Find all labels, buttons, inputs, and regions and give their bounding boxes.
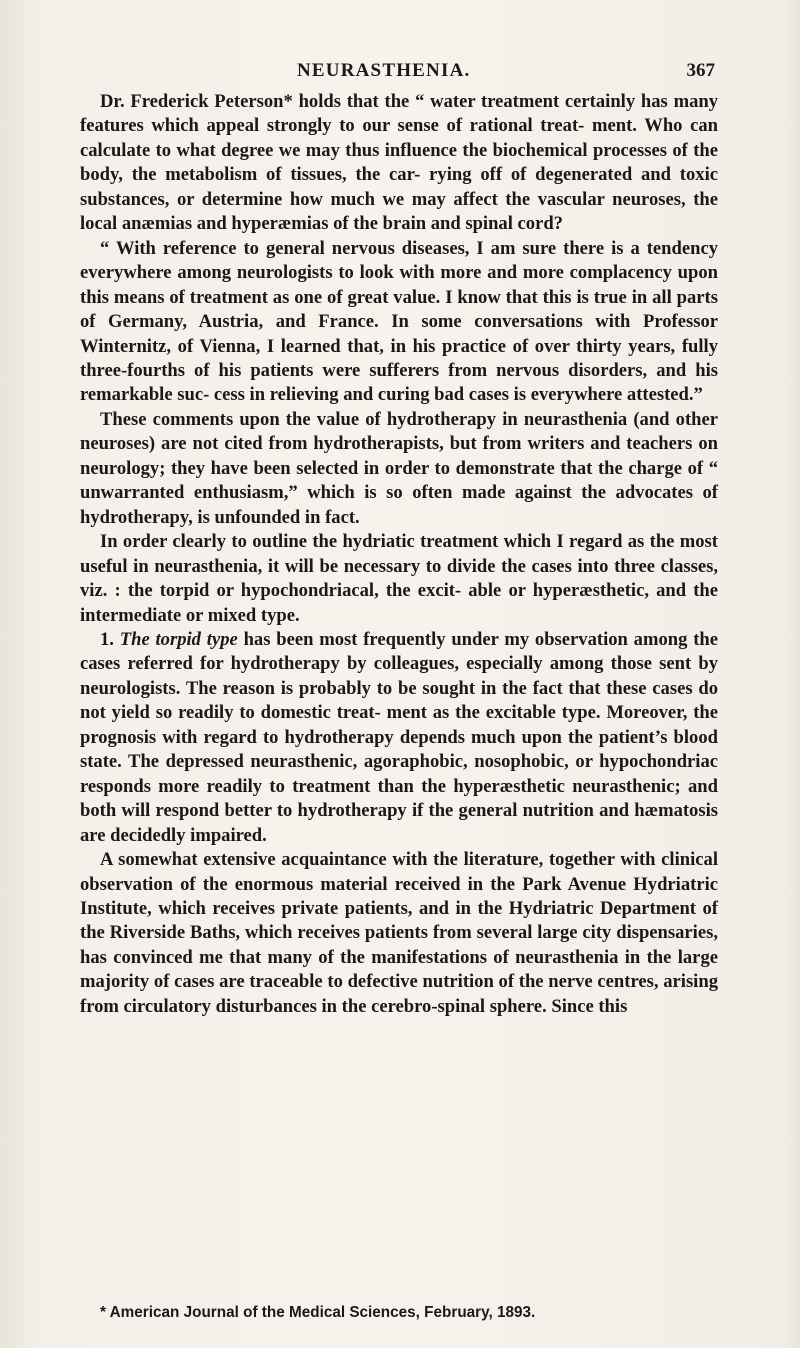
list-item-term: The torpid type <box>119 628 238 650</box>
body-text <box>80 90 718 1019</box>
paragraph-peterson-quote: Dr. Frederick Peterson* holds that the “ water treatment certainly has many features which appeal strongly to our sense of rational treat- ment. Who can calculate to what degree we may thus influence the biochemical processes of the body, the metabolism of tissues, the car- rying off of degenerated and toxic substances, or determine how much we may affect the vascular neuroses, the local anæmias and hyperæmias of the brain and spinal cord? <box>80 91 718 235</box>
paragraph-classes: In order clearly to outline the hydriatic treatment which I regard as the most useful in neurasthenia, it will be necessary to divide the cases into three classes, viz. : the torpid or hypochondriacal, the excit- able or hyperæsthetic, and the intermediate or mixed type. <box>80 531 718 626</box>
list-item-number: 1. <box>100 628 114 650</box>
page-header <box>297 60 715 90</box>
running-head: NEURASTHENIA. <box>297 60 471 81</box>
footnote: * American Journal of the Medical Sciences, February, 1893. <box>100 1304 536 1321</box>
paragraph-literature: A somewhat extensive acquaintance with the literature, together with clinical observation of the enormous material received in the Park Avenue Hydriatric Institute, which receives private patients, and in the Hydriatric Department of the Riverside Baths, which receives patients from several large city dispensaries, has convinced me that many of the manifestations of neurasthenia in the large majority of cases are traceable to defective nutrition of the nerve centres, arising from circulatory disturbances in the cerebro-spinal sphere. Since this <box>80 849 718 1017</box>
page-number: 367 <box>686 60 715 81</box>
paragraph-general-nervous-diseases: “ With reference to general nervous diseases, I am sure there is a tendency everywhere among neurologists to look with more and more complacency upon this means of treatment as one of great value. I know that this is true in all parts of Germany, Austria, and France. In some conversations with Professor Winternitz, of Vienna, I learned that, in his practice of over thirty years, fully three-fourths of his patients were sufferers from nervous disorders, and his remarkable suc- cess in relieving and curing bad cases is everywhere attested.” <box>80 237 718 406</box>
paragraph-comments: These comments upon the value of hydrotherapy in neurasthenia (and other neuroses) are not cited from hydrotherapists, but from writers and teachers on neurology; they have been selected in order to demonstrate that the charge of “ unwarranted enthusiasm,” which is so often made against the advocates of hydrotherapy, is unfounded in fact. <box>80 408 718 528</box>
list-item-text: has been most frequently under my observation among the cases referred for hydrotherapy by colleagues, especially among those sent by neurologists. The reason is probably to be sought in the fact that these cases do not yield so readily to domestic treat- ment as the excitable type. Moreover, the prognosis with regard to hydrotherapy depends much upon the patient’s blood state. The depressed neurasthenic, agoraphobic, nosophobic, or hypochondriac responds more readily to treatment than the hyperæsthetic neurasthenic; and both will respond better to hydrotherapy if the general nutrition and hæmatosis are decidedly impaired. <box>80 628 718 846</box>
list-item-torpid-type <box>80 628 718 848</box>
